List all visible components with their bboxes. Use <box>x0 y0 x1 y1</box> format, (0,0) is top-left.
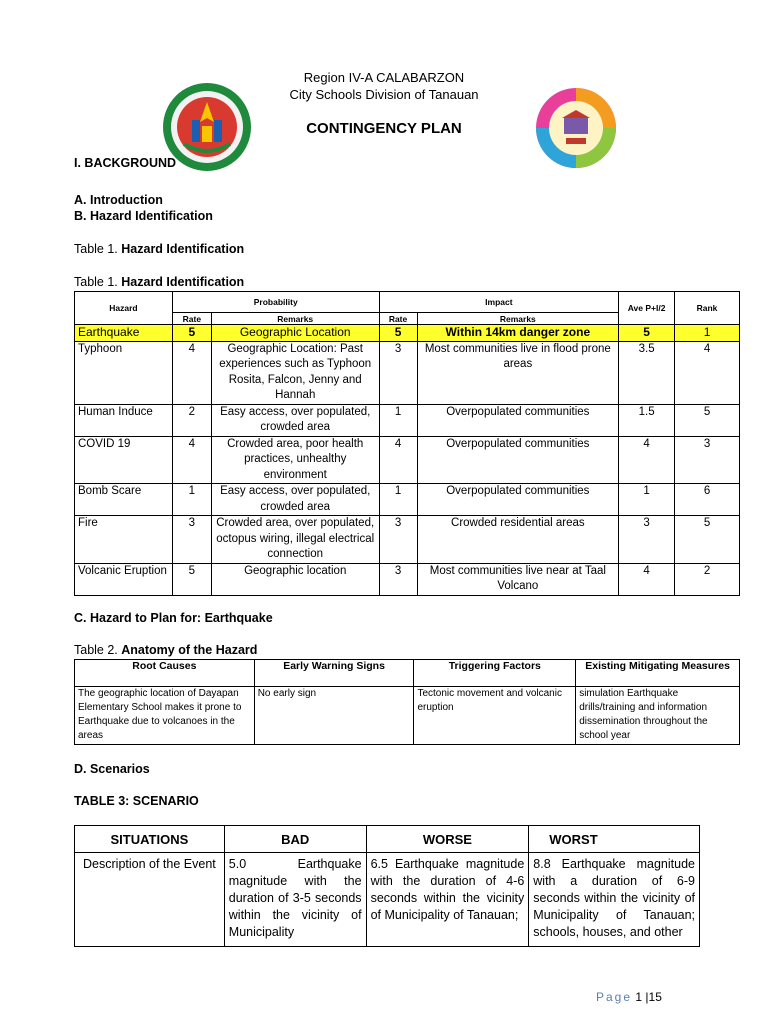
th-impact: Impact <box>379 292 619 313</box>
cell-ave: 4 <box>619 563 675 595</box>
page-total: 15 <box>648 990 662 1004</box>
th-bad: BAD <box>224 826 366 853</box>
table-row <box>75 325 740 342</box>
th-triggering: Triggering Factors <box>414 660 576 687</box>
th-prob-rate: Rate <box>172 313 211 325</box>
th-impact-remarks: Remarks <box>417 313 619 325</box>
division-line: City Schools Division of Tanauan <box>289 87 479 102</box>
page-footer <box>596 990 662 1004</box>
page-word: Page <box>596 990 633 1004</box>
cell-prob-remarks: Crowded area, poor health practices, unhealthy environment <box>211 436 379 484</box>
cell-situation: Description of the Event <box>75 853 225 947</box>
section-background: I. BACKGROUND <box>74 156 177 170</box>
th-worse: WORSE <box>366 826 529 853</box>
cell-worse: 6.5 Earthquake magnitude with the duration of 4-6 seconds within the vicinity of Municipality of Tanauan; <box>366 853 529 947</box>
page-number: 1 <box>635 990 643 1004</box>
cell-impact-rate: 1 <box>379 404 417 436</box>
th-mitigating: Existing Mitigating Measures <box>576 660 740 687</box>
section-hazard-to-plan: C. Hazard to Plan for: Earthquake <box>74 611 273 625</box>
caption-title: Anatomy of the Hazard <box>121 643 258 657</box>
cell-impact-remarks: Most communities live near at Taal Volcano <box>417 563 619 595</box>
th-hazard: Hazard <box>75 292 173 325</box>
cell-prob-rate: 2 <box>172 404 211 436</box>
table3-title: TABLE 3: SCENARIO <box>74 794 199 808</box>
cell-early-warning: No early sign <box>254 687 414 745</box>
cell-prob-remarks: Easy access, over populated, crowded area <box>211 404 379 436</box>
cell-hazard: Typhoon <box>75 341 173 404</box>
th-situations: SITUATIONS <box>75 826 225 853</box>
cell-impact-remarks: Overpopulated communities <box>417 436 619 484</box>
cell-rank: 5 <box>675 516 740 564</box>
cell-root-causes: The geographic location of Dayapan Elementary School makes it prone to Earthquake due to volcanoes in the areas <box>75 687 255 745</box>
table1-caption-a <box>74 242 244 256</box>
cell-hazard: Fire <box>75 516 173 564</box>
cell-prob-remarks: Crowded area, over populated, octopus wiring, illegal electrical connection <box>211 516 379 564</box>
caption-title: Hazard Identification <box>121 242 245 256</box>
table-row <box>75 484 740 516</box>
cell-impact-remarks: Overpopulated communities <box>417 484 619 516</box>
cell-rank: 1 <box>675 325 740 342</box>
cell-triggering: Tectonic movement and volcanic eruption <box>414 687 576 745</box>
cell-prob-rate: 5 <box>172 325 211 342</box>
cell-hazard: Earthquake <box>75 325 173 342</box>
section-scenarios: D. Scenarios <box>74 762 150 776</box>
cell-prob-rate: 5 <box>172 563 211 595</box>
cell-rank: 4 <box>675 341 740 404</box>
cell-ave: 5 <box>619 325 675 342</box>
page-separator: | <box>645 990 649 1004</box>
cell-ave: 1.5 <box>619 404 675 436</box>
table-row <box>75 404 740 436</box>
cell-prob-rate: 4 <box>172 436 211 484</box>
cell-rank: 5 <box>675 404 740 436</box>
table-row <box>75 687 740 745</box>
th-ave: Ave P+I/2 <box>619 292 675 325</box>
caption-prefix: Table 1. <box>74 242 122 256</box>
table-row <box>75 436 740 484</box>
region-line: Region IV-A CALABARZON <box>303 70 465 85</box>
cell-prob-remarks: Geographic Location: Past experiences such as Typhoon Rosita, Falcon, Jenny and Hannah <box>211 341 379 404</box>
anatomy-of-hazard-table <box>74 659 740 745</box>
table-row <box>75 853 700 947</box>
cell-hazard: COVID 19 <box>75 436 173 484</box>
cell-impact-rate: 4 <box>379 436 417 484</box>
cell-hazard: Bomb Scare <box>75 484 173 516</box>
cell-impact-rate: 5 <box>379 325 417 342</box>
table-row <box>75 516 740 564</box>
table-row <box>75 341 740 404</box>
th-worst: WORST <box>529 826 700 853</box>
th-root-causes: Root Causes <box>75 660 255 687</box>
caption-title: Hazard Identification <box>121 275 245 289</box>
cell-rank: 2 <box>675 563 740 595</box>
cell-prob-rate: 3 <box>172 516 211 564</box>
th-impact-rate: Rate <box>379 313 417 325</box>
cell-ave: 3 <box>619 516 675 564</box>
cell-hazard: Human Induce <box>75 404 173 436</box>
cell-prob-rate: 4 <box>172 341 211 404</box>
hazard-identification-table <box>74 291 740 596</box>
cell-worst: 8.8 Earthquake magnitude with a duration of 6-9 seconds within the vicinity of Municipality of Tanauan; schools, houses, and other <box>529 853 700 947</box>
cell-impact-remarks: Within 14km danger zone <box>417 325 619 342</box>
cell-rank: 6 <box>675 484 740 516</box>
th-probability: Probability <box>172 292 379 313</box>
cell-impact-remarks: Crowded residential areas <box>417 516 619 564</box>
scenario-table <box>74 825 700 947</box>
cell-prob-rate: 1 <box>172 484 211 516</box>
cell-impact-remarks: Overpopulated communities <box>417 404 619 436</box>
cell-impact-rate: 1 <box>379 484 417 516</box>
th-rank: Rank <box>675 292 740 325</box>
cell-hazard: Volcanic Eruption <box>75 563 173 595</box>
cell-ave: 3.5 <box>619 341 675 404</box>
cell-ave: 4 <box>619 436 675 484</box>
th-early-warning: Early Warning Signs <box>254 660 414 687</box>
cell-mitigating: simulation Earthquake drills/training and information dissemination throughout the school year <box>576 687 740 745</box>
cell-prob-remarks: Geographic Location <box>211 325 379 342</box>
cell-impact-remarks: Most communities live in flood prone areas <box>417 341 619 404</box>
cell-prob-remarks: Geographic location <box>211 563 379 595</box>
section-introduction: A. Introduction <box>74 193 163 207</box>
section-hazard-identification: B. Hazard Identification <box>74 209 213 223</box>
caption-prefix: Table 2. <box>74 643 122 657</box>
cell-bad: 5.0 Earthquake magnitude with the duration of 3-5 seconds within the vicinity of Municipality <box>224 853 366 947</box>
cell-prob-remarks: Easy access, over populated, crowded area <box>211 484 379 516</box>
cell-ave: 1 <box>619 484 675 516</box>
th-prob-remarks: Remarks <box>211 313 379 325</box>
table-row <box>75 563 740 595</box>
cell-impact-rate: 3 <box>379 516 417 564</box>
cell-rank: 3 <box>675 436 740 484</box>
table2-caption <box>74 643 257 657</box>
cell-impact-rate: 3 <box>379 563 417 595</box>
table1-caption-b <box>74 275 244 289</box>
cell-impact-rate: 3 <box>379 341 417 404</box>
page-title: CONTINGENCY PLAN <box>306 120 462 137</box>
caption-prefix: Table 1. <box>74 275 122 289</box>
